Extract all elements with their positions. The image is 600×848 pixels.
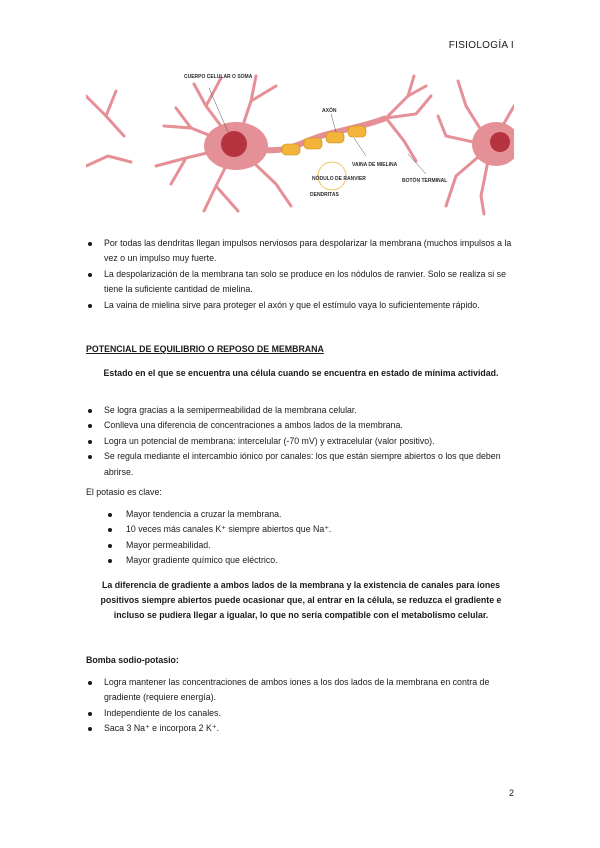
bullet-icon <box>88 455 92 459</box>
potassium-intro: El potasio es clave: <box>86 487 162 497</box>
list-item: Logra mantener las concentraciones de ambos iones a los dos lados de la membrana en contra de gradiente (requiere energía). <box>86 675 516 706</box>
list-item: Logra un potencial de membrana: intercelular (-70 mV) y extracelular (valor positivo). <box>86 434 516 449</box>
dendrites-far-left <box>86 91 131 166</box>
bullet-icon <box>88 273 92 277</box>
bullet-icon <box>88 681 92 685</box>
label-sheath: VAINA DE MIELINA <box>352 162 398 168</box>
nucleus-right-icon <box>490 132 510 152</box>
list-item: La despolarización de la membrana tan solo se produce en los nódulos de ranvier. Solo se realiza si se tiene la suficiente cantidad de mielina. <box>86 267 516 298</box>
list-item: Mayor tendencia a cruzar la membrana. <box>86 507 516 522</box>
neuron-diagram <box>86 66 514 216</box>
label-node: NÓDULO DE RANVIER <box>312 176 366 182</box>
bullet-icon <box>88 440 92 444</box>
nucleus-icon <box>221 131 247 157</box>
equilibrium-bullet-list <box>86 403 516 480</box>
axon-terminal <box>386 76 431 161</box>
section-title: POTENCIAL DE EQUILIBRIO O REPOSO DE MEMBRANA <box>86 344 324 354</box>
bullet-icon <box>88 304 92 308</box>
list-item: La vaina de mielina sirve para proteger el axón y que el estímulo vaya lo suficientemente rápido. <box>86 298 516 313</box>
definition-text: Estado en el que se encuentra una célula cuando se encuentra en estado de mínima actividad. <box>103 368 499 378</box>
page-header: FISIOLOGÍA I <box>448 40 514 51</box>
bullet-icon <box>88 242 92 246</box>
page-number: 2 <box>508 788 514 798</box>
bullet-icon <box>88 409 92 413</box>
pump-bullet-list <box>86 675 516 737</box>
bullet-icon <box>108 544 112 548</box>
bullet-icon <box>108 528 112 532</box>
bullet-icon <box>108 513 112 517</box>
list-item: Saca 3 Na⁺ e incorpora 2 K⁺. <box>86 721 516 736</box>
label-axon: AXÓN <box>322 108 337 114</box>
label-soma: CUERPO CELULAR O SOMA <box>184 74 253 80</box>
emphasis-paragraph: La diferencia de gradiente a ambos lados de la membrana y la existencia de canales para iones positivos siempre abiertos puede ocasionar que, al entrar en la célula, se reduzca el gradiente e incluso se pudiera llegar a igualar, lo que no sería compatible con el metabolismo celular. <box>100 580 502 620</box>
pump-title: Bomba sodio-potasio: <box>86 655 179 665</box>
label-terminal: BOTÓN TERMINAL <box>402 178 448 184</box>
list-item: 10 veces más canales K⁺ siempre abiertos que Na⁺. <box>86 522 516 537</box>
myelin-sheath <box>282 126 366 155</box>
list-item: Mayor gradiente químico que eléctrico. <box>86 553 516 568</box>
list-item: Se logra gracias a la semipermeabilidad de la membrana celular. <box>86 403 516 418</box>
potassium-bullet-list <box>86 507 516 569</box>
bullet-icon <box>108 559 112 563</box>
list-item: Por todas las dendritas llegan impulsos nerviosos para despolarizar la membrana (muchos impulsos a la vez o un impulso muy fuerte. <box>86 236 516 267</box>
intro-bullet-list <box>86 236 516 313</box>
axon <box>264 118 386 150</box>
bullet-icon <box>88 424 92 428</box>
list-item: Independiente de los canales. <box>86 706 516 721</box>
bullet-icon <box>88 727 92 731</box>
list-item: Conlleva una diferencia de concentraciones a ambos lados de la membrana. <box>86 418 516 433</box>
list-item: Se regula mediante el intercambio iónico por canales: los que están siempre abiertos o los que deben abrirse. <box>86 449 516 480</box>
list-item: Mayor permeabilidad. <box>86 538 516 553</box>
bullet-icon <box>88 712 92 716</box>
label-dendrites: DENDRITAS <box>310 192 339 198</box>
